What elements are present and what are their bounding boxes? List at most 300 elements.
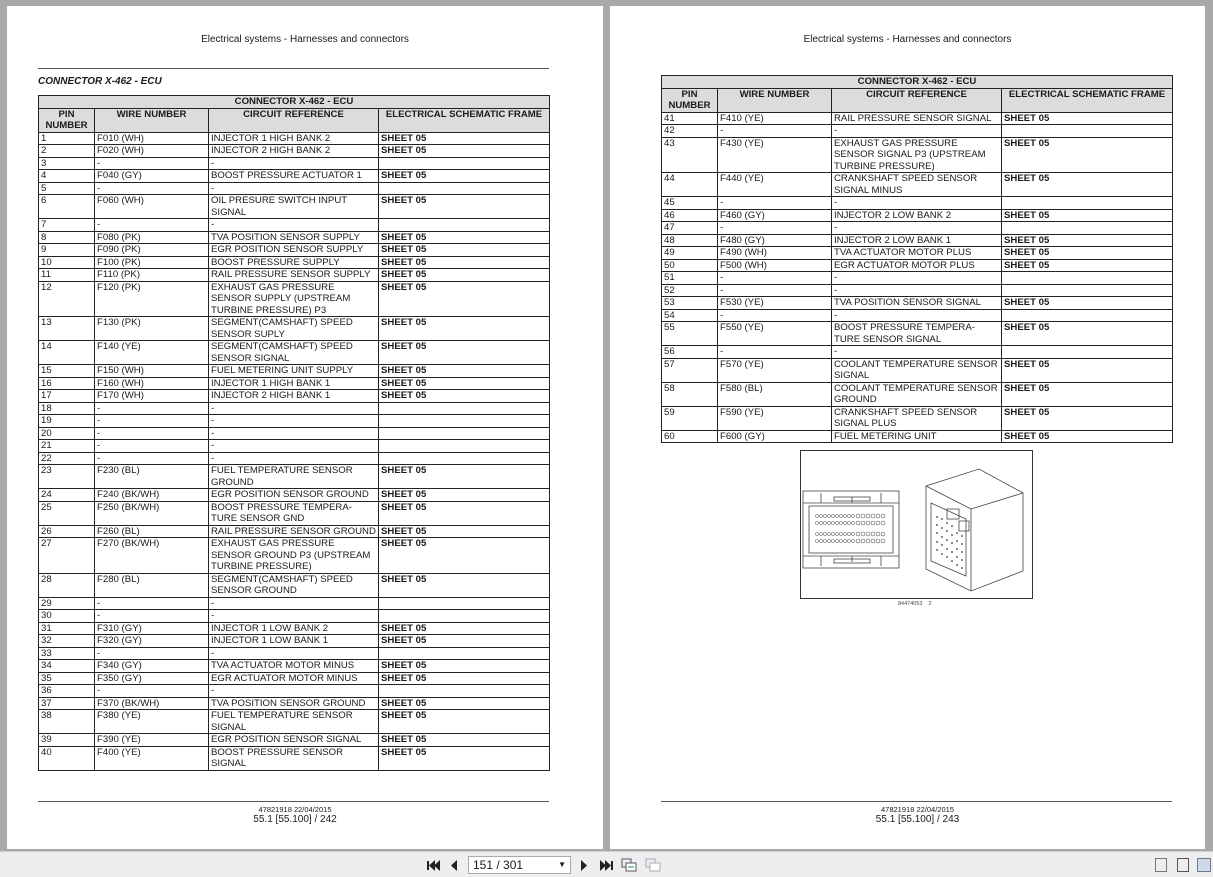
pin-number-cell: 23 bbox=[39, 465, 95, 489]
schematic-frame-cell: SHEET 05 bbox=[379, 635, 550, 648]
wire-number-cell: - bbox=[718, 222, 832, 235]
circuit-reference-cell: - bbox=[209, 157, 379, 170]
wire-number-cell: F570 (YE) bbox=[718, 358, 832, 382]
pin-number-cell: 11 bbox=[39, 269, 95, 282]
schematic-frame-cell: SHEET 05 bbox=[1002, 406, 1173, 430]
schematic-frame-cell: SHEET 05 bbox=[379, 317, 550, 341]
schematic-frame-cell: SHEET 05 bbox=[1002, 430, 1173, 443]
pin-number-cell: 5 bbox=[39, 182, 95, 195]
pin-number-cell: 8 bbox=[39, 231, 95, 244]
circuit-reference-cell: - bbox=[209, 610, 379, 623]
table-row bbox=[39, 440, 550, 453]
circuit-reference-cell: BOOST PRESSURE TEMPERA-TURE SENSOR GND bbox=[209, 501, 379, 525]
schematic-frame-cell: SHEET 05 bbox=[1002, 358, 1173, 382]
table-row bbox=[39, 489, 550, 502]
wire-number-cell: F410 (YE) bbox=[718, 112, 832, 125]
circuit-reference-cell: - bbox=[209, 440, 379, 453]
table-row bbox=[39, 597, 550, 610]
circuit-reference-cell: TVA ACTUATOR MOTOR PLUS bbox=[832, 247, 1002, 260]
running-head: Electrical systems - Harnesses and connectors bbox=[201, 34, 409, 45]
table-row bbox=[39, 685, 550, 698]
pin-number-cell: 18 bbox=[39, 402, 95, 415]
wire-number-cell: - bbox=[95, 427, 209, 440]
connector-drawing-icon bbox=[801, 451, 1034, 600]
schematic-frame-cell bbox=[379, 415, 550, 428]
pin-number-cell: 39 bbox=[39, 734, 95, 747]
header-rule bbox=[38, 68, 549, 69]
table-row bbox=[662, 209, 1173, 222]
schematic-frame-cell bbox=[379, 647, 550, 660]
table-row bbox=[662, 234, 1173, 247]
table-row bbox=[39, 244, 550, 257]
col-header-circuit: CIRCUIT REFERENCE bbox=[209, 108, 379, 132]
circuit-reference-cell: EGR POSITION SENSOR GROUND bbox=[209, 489, 379, 502]
table-row bbox=[662, 173, 1173, 197]
wire-number-cell: - bbox=[95, 415, 209, 428]
wire-number-cell: F370 (BK/WH) bbox=[95, 697, 209, 710]
table-row bbox=[662, 247, 1173, 260]
wire-number-cell: F260 (BL) bbox=[95, 525, 209, 538]
pin-number-cell: 1 bbox=[39, 132, 95, 145]
wire-number-cell: F140 (YE) bbox=[95, 341, 209, 365]
pin-number-cell: 16 bbox=[39, 377, 95, 390]
viewer-toolbar bbox=[0, 851, 1213, 877]
wire-number-cell: F580 (BL) bbox=[718, 382, 832, 406]
wire-number-cell: - bbox=[718, 125, 832, 138]
figure-number: 2 bbox=[928, 601, 932, 607]
table-row bbox=[39, 647, 550, 660]
schematic-frame-cell bbox=[379, 452, 550, 465]
wire-number-cell: - bbox=[95, 182, 209, 195]
circuit-reference-cell: INJECTOR 1 LOW BANK 1 bbox=[209, 635, 379, 648]
schematic-frame-cell bbox=[379, 219, 550, 232]
pin-number-cell: 13 bbox=[39, 317, 95, 341]
pin-number-cell: 27 bbox=[39, 538, 95, 574]
wire-number-cell: - bbox=[718, 197, 832, 210]
schematic-frame-cell bbox=[379, 685, 550, 698]
pin-number-cell: 46 bbox=[662, 209, 718, 222]
next-page-icon[interactable] bbox=[578, 857, 590, 873]
pin-number-cell: 33 bbox=[39, 647, 95, 660]
circuit-reference-cell: SEGMENT(CAMSHAFT) SPEED SENSOR SUPLY bbox=[209, 317, 379, 341]
footer-doc-ref: 47821918 22/04/2015 bbox=[881, 805, 954, 814]
table-row bbox=[662, 259, 1173, 272]
table-row bbox=[39, 219, 550, 232]
table-row bbox=[39, 390, 550, 403]
circuit-reference-cell: CRANKSHAFT SPEED SENSOR SIGNAL PLUS bbox=[832, 406, 1002, 430]
wire-number-cell: - bbox=[718, 346, 832, 359]
wire-number-cell: F400 (YE) bbox=[95, 746, 209, 770]
table-row bbox=[39, 170, 550, 183]
circuit-reference-cell: BOOST PRESSURE ACTUATOR 1 bbox=[209, 170, 379, 183]
wire-number-cell: F040 (GY) bbox=[95, 170, 209, 183]
last-page-icon[interactable] bbox=[598, 857, 614, 873]
table-row bbox=[39, 317, 550, 341]
previous-page-icon[interactable] bbox=[448, 857, 460, 873]
pin-number-cell: 19 bbox=[39, 415, 95, 428]
circuit-reference-cell: EGR POSITION SENSOR SUPPLY bbox=[209, 244, 379, 257]
wire-number-cell: F590 (YE) bbox=[718, 406, 832, 430]
table-row bbox=[39, 182, 550, 195]
table-row bbox=[662, 284, 1173, 297]
circuit-reference-cell: BOOST PRESSURE SENSOR SIGNAL bbox=[209, 746, 379, 770]
wire-number-cell: F010 (WH) bbox=[95, 132, 209, 145]
circuit-reference-cell: INJECTOR 2 HIGH BANK 1 bbox=[209, 390, 379, 403]
circuit-reference-cell: INJECTOR 1 HIGH BANK 2 bbox=[209, 132, 379, 145]
schematic-frame-cell bbox=[1002, 346, 1173, 359]
circuit-reference-cell: SEGMENT(CAMSHAFT) SPEED SENSOR GROUND bbox=[209, 573, 379, 597]
col-header-wire: WIRE NUMBER bbox=[718, 88, 832, 112]
table-row bbox=[39, 402, 550, 415]
table-row bbox=[39, 465, 550, 489]
wire-number-cell: F390 (YE) bbox=[95, 734, 209, 747]
circuit-reference-cell: - bbox=[209, 647, 379, 660]
pin-number-cell: 38 bbox=[39, 710, 95, 734]
wire-number-cell: F240 (BK/WH) bbox=[95, 489, 209, 502]
schematic-frame-cell: SHEET 05 bbox=[379, 734, 550, 747]
pin-number-cell: 53 bbox=[662, 297, 718, 310]
table-row bbox=[39, 341, 550, 365]
pin-number-cell: 14 bbox=[39, 341, 95, 365]
schematic-frame-cell bbox=[379, 427, 550, 440]
schematic-frame-cell: SHEET 05 bbox=[1002, 247, 1173, 260]
wire-number-cell: - bbox=[95, 597, 209, 610]
table-row bbox=[39, 610, 550, 623]
circuit-reference-cell: FUEL METERING UNIT SUPPLY bbox=[209, 365, 379, 378]
table-title: CONNECTOR X-462 - ECU bbox=[39, 96, 550, 109]
wire-number-cell: F130 (PK) bbox=[95, 317, 209, 341]
two-page-view-icon[interactable] bbox=[1197, 858, 1211, 872]
page-number-select[interactable] bbox=[468, 856, 571, 874]
circuit-reference-cell: - bbox=[209, 415, 379, 428]
figure-caption bbox=[898, 601, 932, 607]
table-row bbox=[662, 346, 1173, 359]
pdf-page-left bbox=[7, 6, 603, 849]
wire-number-cell: F380 (YE) bbox=[95, 710, 209, 734]
circuit-reference-cell: FUEL TEMPERATURE SENSOR SIGNAL bbox=[209, 710, 379, 734]
wire-number-cell: - bbox=[95, 452, 209, 465]
schematic-frame-cell: SHEET 05 bbox=[379, 660, 550, 673]
circuit-reference-cell: - bbox=[209, 402, 379, 415]
table-row bbox=[662, 272, 1173, 285]
go-forward-icon[interactable] bbox=[644, 857, 662, 873]
col-header-pin: PIN NUMBER bbox=[39, 108, 95, 132]
wire-number-cell: F550 (YE) bbox=[718, 322, 832, 346]
schematic-frame-cell bbox=[1002, 125, 1173, 138]
table-row bbox=[39, 256, 550, 269]
schematic-frame-cell: SHEET 05 bbox=[379, 281, 550, 317]
schematic-frame-cell: SHEET 05 bbox=[379, 538, 550, 574]
pin-number-cell: 6 bbox=[39, 195, 95, 219]
wire-number-cell: - bbox=[95, 402, 209, 415]
wire-number-cell: - bbox=[95, 440, 209, 453]
schematic-frame-cell: SHEET 05 bbox=[1002, 259, 1173, 272]
circuit-reference-cell: INJECTOR 2 HIGH BANK 2 bbox=[209, 145, 379, 158]
wire-number-cell: F490 (WH) bbox=[718, 247, 832, 260]
wire-number-cell: F100 (PK) bbox=[95, 256, 209, 269]
wire-number-cell: - bbox=[95, 219, 209, 232]
pin-number-cell: 47 bbox=[662, 222, 718, 235]
circuit-reference-cell: - bbox=[832, 125, 1002, 138]
circuit-reference-cell: - bbox=[832, 222, 1002, 235]
table-row bbox=[39, 538, 550, 574]
connector-table bbox=[661, 75, 1173, 443]
table-row bbox=[662, 125, 1173, 138]
schematic-frame-cell: SHEET 05 bbox=[379, 377, 550, 390]
wire-number-cell: F500 (WH) bbox=[718, 259, 832, 272]
wire-number-cell: - bbox=[95, 157, 209, 170]
circuit-reference-cell: EXHAUST GAS PRESSURE SENSOR SIGNAL P3 (UPSTREAM TURBINE PRESSURE) bbox=[832, 137, 1002, 173]
pin-number-cell: 59 bbox=[662, 406, 718, 430]
schematic-frame-cell: SHEET 05 bbox=[379, 195, 550, 219]
schematic-frame-cell: SHEET 05 bbox=[379, 697, 550, 710]
table-row bbox=[39, 427, 550, 440]
wire-number-cell: - bbox=[95, 685, 209, 698]
first-page-icon[interactable] bbox=[425, 857, 441, 873]
circuit-reference-cell: - bbox=[832, 346, 1002, 359]
pin-number-cell: 28 bbox=[39, 573, 95, 597]
table-row bbox=[39, 231, 550, 244]
table-row bbox=[39, 525, 550, 538]
wire-number-cell: F270 (BK/WH) bbox=[95, 538, 209, 574]
table-row bbox=[662, 406, 1173, 430]
pdf-page-right bbox=[610, 6, 1205, 849]
schematic-frame-cell: SHEET 05 bbox=[379, 231, 550, 244]
table-row bbox=[662, 322, 1173, 346]
wire-number-cell: F600 (GY) bbox=[718, 430, 832, 443]
pin-number-cell: 2 bbox=[39, 145, 95, 158]
circuit-reference-cell: INJECTOR 2 LOW BANK 2 bbox=[832, 209, 1002, 222]
pin-number-cell: 48 bbox=[662, 234, 718, 247]
schematic-frame-cell bbox=[379, 402, 550, 415]
table-row bbox=[39, 281, 550, 317]
wire-number-cell: - bbox=[718, 284, 832, 297]
circuit-reference-cell: - bbox=[209, 182, 379, 195]
footer-doc-ref: 47821918 22/04/2015 bbox=[258, 805, 332, 814]
footer-rule bbox=[661, 801, 1172, 802]
schematic-frame-cell: SHEET 05 bbox=[379, 390, 550, 403]
pin-number-cell: 9 bbox=[39, 244, 95, 257]
pin-number-cell: 45 bbox=[662, 197, 718, 210]
circuit-reference-cell: INJECTOR 1 LOW BANK 2 bbox=[209, 622, 379, 635]
wire-number-cell: F080 (PK) bbox=[95, 231, 209, 244]
col-header-frame: ELECTRICAL SCHEMATIC FRAME bbox=[1002, 88, 1173, 112]
schematic-frame-cell: SHEET 05 bbox=[379, 489, 550, 502]
col-header-wire: WIRE NUMBER bbox=[95, 108, 209, 132]
schematic-frame-cell: SHEET 05 bbox=[379, 244, 550, 257]
wire-number-cell: F350 (GY) bbox=[95, 672, 209, 685]
go-back-icon[interactable] bbox=[620, 857, 638, 873]
schematic-frame-cell: SHEET 05 bbox=[379, 465, 550, 489]
table-row bbox=[39, 660, 550, 673]
schematic-frame-cell: SHEET 05 bbox=[379, 746, 550, 770]
circuit-reference-cell: OIL PRESURE SWITCH INPUT SIGNAL bbox=[209, 195, 379, 219]
circuit-reference-cell: FUEL METERING UNIT bbox=[832, 430, 1002, 443]
footer-rule bbox=[38, 801, 549, 802]
pin-number-cell: 36 bbox=[39, 685, 95, 698]
pin-number-cell: 15 bbox=[39, 365, 95, 378]
circuit-reference-cell: - bbox=[209, 685, 379, 698]
schematic-frame-cell bbox=[1002, 272, 1173, 285]
circuit-reference-cell: FUEL TEMPERATURE SENSOR GROUND bbox=[209, 465, 379, 489]
circuit-reference-cell: EGR ACTUATOR MOTOR MINUS bbox=[209, 672, 379, 685]
table-row bbox=[662, 430, 1173, 443]
pin-number-cell: 30 bbox=[39, 610, 95, 623]
circuit-reference-cell: EGR ACTUATOR MOTOR PLUS bbox=[832, 259, 1002, 272]
schematic-frame-cell bbox=[1002, 222, 1173, 235]
circuit-reference-cell: EXHAUST GAS PRESSURE SENSOR SUPPLY (UPSTREAM TURBINE PRESSURE) P3 bbox=[209, 281, 379, 317]
pin-number-cell: 43 bbox=[662, 137, 718, 173]
col-header-frame: ELECTRICAL SCHEMATIC FRAME bbox=[379, 108, 550, 132]
dropdown-caret-icon: ▼ bbox=[558, 860, 566, 869]
table-row bbox=[662, 297, 1173, 310]
footer-page-number: 55.1 [55.100] / 243 bbox=[875, 814, 960, 825]
schematic-frame-cell: SHEET 05 bbox=[379, 710, 550, 734]
pin-number-cell: 56 bbox=[662, 346, 718, 359]
pin-number-cell: 20 bbox=[39, 427, 95, 440]
schematic-frame-cell: SHEET 05 bbox=[1002, 297, 1173, 310]
wire-number-cell: F090 (PK) bbox=[95, 244, 209, 257]
table-row bbox=[662, 358, 1173, 382]
wire-number-cell: F060 (WH) bbox=[95, 195, 209, 219]
table-row bbox=[39, 269, 550, 282]
pin-number-cell: 55 bbox=[662, 322, 718, 346]
circuit-reference-cell: INJECTOR 1 HIGH BANK 1 bbox=[209, 377, 379, 390]
pin-number-cell: 54 bbox=[662, 309, 718, 322]
circuit-reference-cell: RAIL PRESSURE SENSOR SUPPLY bbox=[209, 269, 379, 282]
schematic-frame-cell: SHEET 05 bbox=[379, 573, 550, 597]
wire-number-cell: F230 (BL) bbox=[95, 465, 209, 489]
table-row bbox=[662, 309, 1173, 322]
schematic-frame-cell: SHEET 05 bbox=[379, 145, 550, 158]
pin-number-cell: 58 bbox=[662, 382, 718, 406]
schematic-frame-cell bbox=[1002, 284, 1173, 297]
table-row bbox=[39, 157, 550, 170]
wire-number-cell: F110 (PK) bbox=[95, 269, 209, 282]
pin-number-cell: 7 bbox=[39, 219, 95, 232]
schematic-frame-cell bbox=[379, 157, 550, 170]
pin-number-cell: 35 bbox=[39, 672, 95, 685]
pin-number-cell: 29 bbox=[39, 597, 95, 610]
pin-number-cell: 12 bbox=[39, 281, 95, 317]
pin-number-cell: 50 bbox=[662, 259, 718, 272]
table-row bbox=[39, 635, 550, 648]
table-row bbox=[39, 672, 550, 685]
wire-number-cell: - bbox=[95, 610, 209, 623]
circuit-reference-cell: - bbox=[209, 427, 379, 440]
single-page-view-icon[interactable] bbox=[1155, 858, 1167, 872]
schematic-frame-cell: SHEET 05 bbox=[379, 672, 550, 685]
pin-number-cell: 60 bbox=[662, 430, 718, 443]
wire-number-cell: - bbox=[718, 309, 832, 322]
schematic-frame-cell: SHEET 05 bbox=[1002, 173, 1173, 197]
schematic-frame-cell: SHEET 05 bbox=[379, 622, 550, 635]
table-row bbox=[39, 415, 550, 428]
pin-number-cell: 22 bbox=[39, 452, 95, 465]
schematic-frame-cell bbox=[379, 610, 550, 623]
schematic-frame-cell bbox=[379, 182, 550, 195]
wire-number-cell: F280 (BL) bbox=[95, 573, 209, 597]
pin-number-cell: 32 bbox=[39, 635, 95, 648]
pin-number-cell: 3 bbox=[39, 157, 95, 170]
pin-number-cell: 44 bbox=[662, 173, 718, 197]
schematic-frame-cell: SHEET 05 bbox=[379, 269, 550, 282]
wire-number-cell: F480 (GY) bbox=[718, 234, 832, 247]
pin-number-cell: 40 bbox=[39, 746, 95, 770]
schematic-frame-cell: SHEET 05 bbox=[1002, 137, 1173, 173]
table-row bbox=[39, 746, 550, 770]
table-row bbox=[39, 573, 550, 597]
circuit-reference-cell: CRANKSHAFT SPEED SENSOR SIGNAL MINUS bbox=[832, 173, 1002, 197]
table-row bbox=[39, 132, 550, 145]
wire-number-cell: F320 (GY) bbox=[95, 635, 209, 648]
schematic-frame-cell: SHEET 05 bbox=[379, 525, 550, 538]
col-header-pin: PIN NUMBER bbox=[662, 88, 718, 112]
wire-number-cell: - bbox=[95, 647, 209, 660]
table-row bbox=[662, 112, 1173, 125]
wire-number-cell: F020 (WH) bbox=[95, 145, 209, 158]
circuit-reference-cell: - bbox=[832, 284, 1002, 297]
circuit-reference-cell: BOOST PRESSURE TEMPERA-TURE SENSOR SIGNAL bbox=[832, 322, 1002, 346]
pin-number-cell: 57 bbox=[662, 358, 718, 382]
pin-number-cell: 10 bbox=[39, 256, 95, 269]
schematic-frame-cell bbox=[379, 597, 550, 610]
pin-number-cell: 26 bbox=[39, 525, 95, 538]
table-row bbox=[39, 734, 550, 747]
circuit-reference-cell: TVA POSITION SENSOR GROUND bbox=[209, 697, 379, 710]
table-row bbox=[39, 622, 550, 635]
circuit-reference-cell: - bbox=[209, 452, 379, 465]
pin-number-cell: 25 bbox=[39, 501, 95, 525]
wire-number-cell: F170 (WH) bbox=[95, 390, 209, 403]
schematic-frame-cell bbox=[1002, 309, 1173, 322]
schematic-frame-cell bbox=[379, 440, 550, 453]
pin-number-cell: 24 bbox=[39, 489, 95, 502]
wire-number-cell: F460 (GY) bbox=[718, 209, 832, 222]
table-row bbox=[39, 145, 550, 158]
col-header-circuit: CIRCUIT REFERENCE bbox=[832, 88, 1002, 112]
schematic-frame-cell bbox=[1002, 197, 1173, 210]
wire-number-cell: F530 (YE) bbox=[718, 297, 832, 310]
circuit-reference-cell: - bbox=[209, 597, 379, 610]
pin-number-cell: 31 bbox=[39, 622, 95, 635]
wire-number-cell: F440 (YE) bbox=[718, 173, 832, 197]
continuous-view-icon[interactable] bbox=[1177, 858, 1189, 872]
schematic-frame-cell: SHEET 05 bbox=[379, 170, 550, 183]
circuit-reference-cell: COOLANT TEMPERATURE SENSOR SIGNAL bbox=[832, 358, 1002, 382]
circuit-reference-cell: SEGMENT(CAMSHAFT) SPEED SENSOR SIGNAL bbox=[209, 341, 379, 365]
schematic-frame-cell: SHEET 05 bbox=[379, 365, 550, 378]
pin-number-cell: 41 bbox=[662, 112, 718, 125]
wire-number-cell: F250 (BK/WH) bbox=[95, 501, 209, 525]
wire-number-cell: F120 (PK) bbox=[95, 281, 209, 317]
schematic-frame-cell: SHEET 05 bbox=[379, 132, 550, 145]
pin-number-cell: 49 bbox=[662, 247, 718, 260]
running-head: Electrical systems - Harnesses and connectors bbox=[803, 34, 1012, 45]
pin-number-cell: 21 bbox=[39, 440, 95, 453]
table-row bbox=[39, 195, 550, 219]
wire-number-cell: F430 (YE) bbox=[718, 137, 832, 173]
table-row bbox=[662, 222, 1173, 235]
circuit-reference-cell: RAIL PRESSURE SENSOR SIGNAL bbox=[832, 112, 1002, 125]
schematic-frame-cell: SHEET 05 bbox=[1002, 322, 1173, 346]
table-row bbox=[39, 452, 550, 465]
wire-number-cell: - bbox=[718, 272, 832, 285]
schematic-frame-cell: SHEET 05 bbox=[1002, 209, 1173, 222]
table-row bbox=[662, 137, 1173, 173]
circuit-reference-cell: COOLANT TEMPERATURE SENSOR GROUND bbox=[832, 382, 1002, 406]
schematic-frame-cell: SHEET 05 bbox=[379, 256, 550, 269]
